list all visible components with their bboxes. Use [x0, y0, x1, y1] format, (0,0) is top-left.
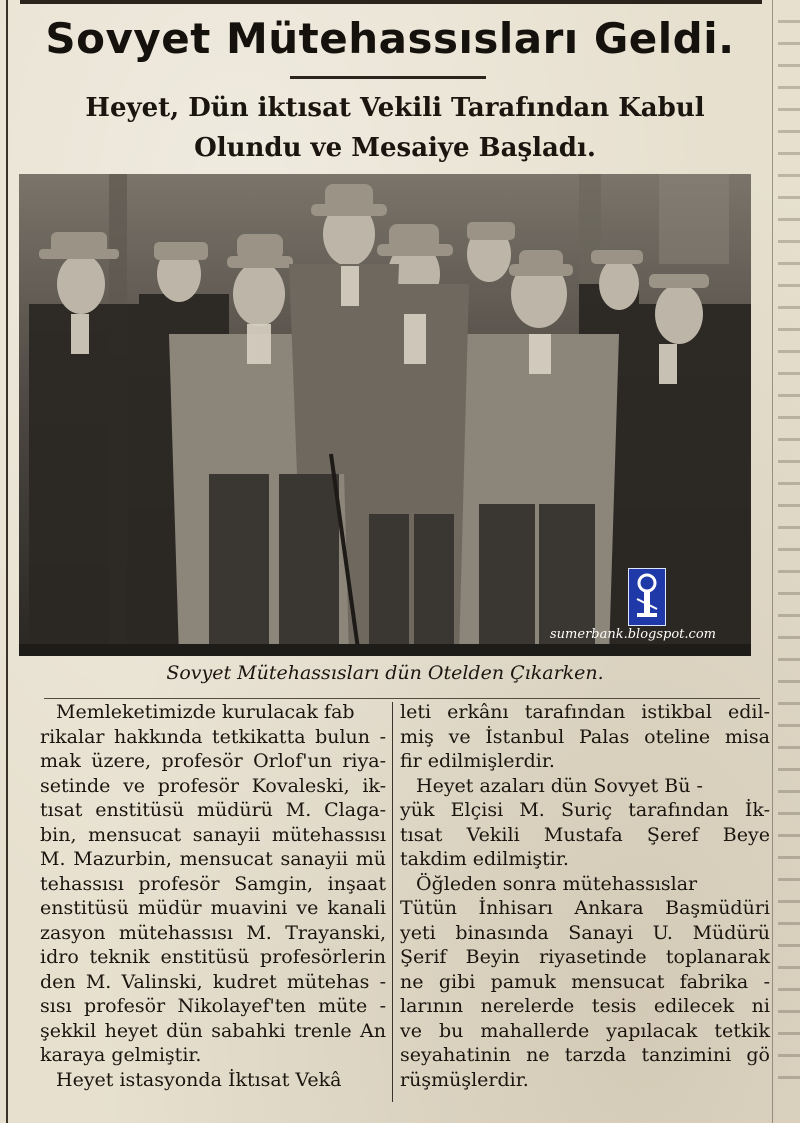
sumerbank-logo [628, 568, 666, 626]
body-line: larının nerelerde tesis edilecek ni [400, 995, 770, 1017]
body-line: M. Mazurbin, mensucat sanayii mü [40, 848, 386, 870]
body-line: fir edilmişlerdir. [400, 750, 555, 772]
body-line: tehassısı profesör Samgin, inşaat [40, 872, 386, 895]
photo-caption: Sovyet Mütehassısları dün Otelden Çıkarken. [166, 662, 604, 684]
body-line: karaya gelmiştir. [40, 1044, 202, 1066]
photo-credit: sumerbank.blogspot.com [550, 627, 716, 642]
body-line: tısat Vekili Mustafa Şeref Beye [400, 823, 770, 846]
subheadline [10, 88, 780, 168]
body-line: takdim edilmiştir. [400, 848, 569, 870]
body-line: Tütün İnhisarı Ankara Başmüdüri [400, 897, 770, 919]
body-line: mak üzere, profesör Orlof'un riya- [40, 750, 386, 772]
body-line: seyahatinin ne tarzda tanzimini gö [400, 1044, 770, 1066]
body-line: miş ve İstanbul Palas oteline misa [400, 725, 770, 748]
body-line: Heyet istasyonda İktısat Vekâ [56, 1068, 342, 1091]
body-line: enstitüsü müdür muavini ve kanali [40, 897, 386, 919]
body-line: rikalar hakkında tetkikatta bulun - [40, 725, 386, 748]
body-line: ve bu mahallerde yapılacak tetkik [400, 1019, 770, 1042]
body-line: şekkil heyet dün sabahki trenle An [40, 1019, 386, 1042]
body-line: sısı profesör Nikolayef'ten müte - [40, 995, 386, 1017]
body-line: bin, mensucat sanayii mütehassısı [40, 823, 386, 846]
adjacent-column-fragment [778, 20, 800, 1080]
right-column-rule [772, 0, 773, 1123]
article-left-column [40, 700, 386, 1092]
subheadline-line-1: Heyet, Dün iktısat Vekili Tarafından Kabul [85, 93, 705, 123]
body-line: yeti binasında Sanayi U. Müdürü [400, 921, 770, 944]
body-line: ne gibi pamuk mensucat fabrika - [400, 970, 770, 993]
body-line: tısat enstitüsü müdürü M. Claga- [40, 799, 386, 821]
subheadline-line-2: Olundu ve Mesaiye Başladı. [194, 133, 596, 163]
top-rule [20, 0, 762, 4]
body-line: idro teknik enstitüsü profesörlerin [40, 946, 386, 968]
body-line: den M. Valinski, kudret mütehas - [40, 970, 386, 993]
body-line: setinde ve profesör Kovaleski, ik- [40, 774, 386, 797]
body-line: zasyon mütehassısı M. Trayanski, [40, 921, 386, 944]
body-line: Memleketimizde kurulacak fab [56, 701, 355, 723]
column-divider [392, 702, 393, 1102]
headline: Sovyet Mütehassısları Geldi. [45, 14, 735, 63]
body-line: rüşmüşlerdir. [400, 1068, 529, 1091]
headline-rule [290, 76, 486, 79]
body-line: Şerif Beyin riyasetinde toplanarak [400, 946, 770, 968]
left-margin-rule [6, 0, 8, 1123]
caption-rule [44, 698, 760, 699]
article-right-column [400, 700, 770, 1092]
body-line: leti erkânı tarafından istikbal edil- [400, 701, 770, 723]
body-line: yük Elçisi M. Suriç tarafından İk- [400, 799, 770, 821]
body-line: Heyet azaları dün Sovyet Bü - [416, 774, 703, 797]
body-line: Öğleden sonra mütehassıslar [416, 872, 698, 895]
